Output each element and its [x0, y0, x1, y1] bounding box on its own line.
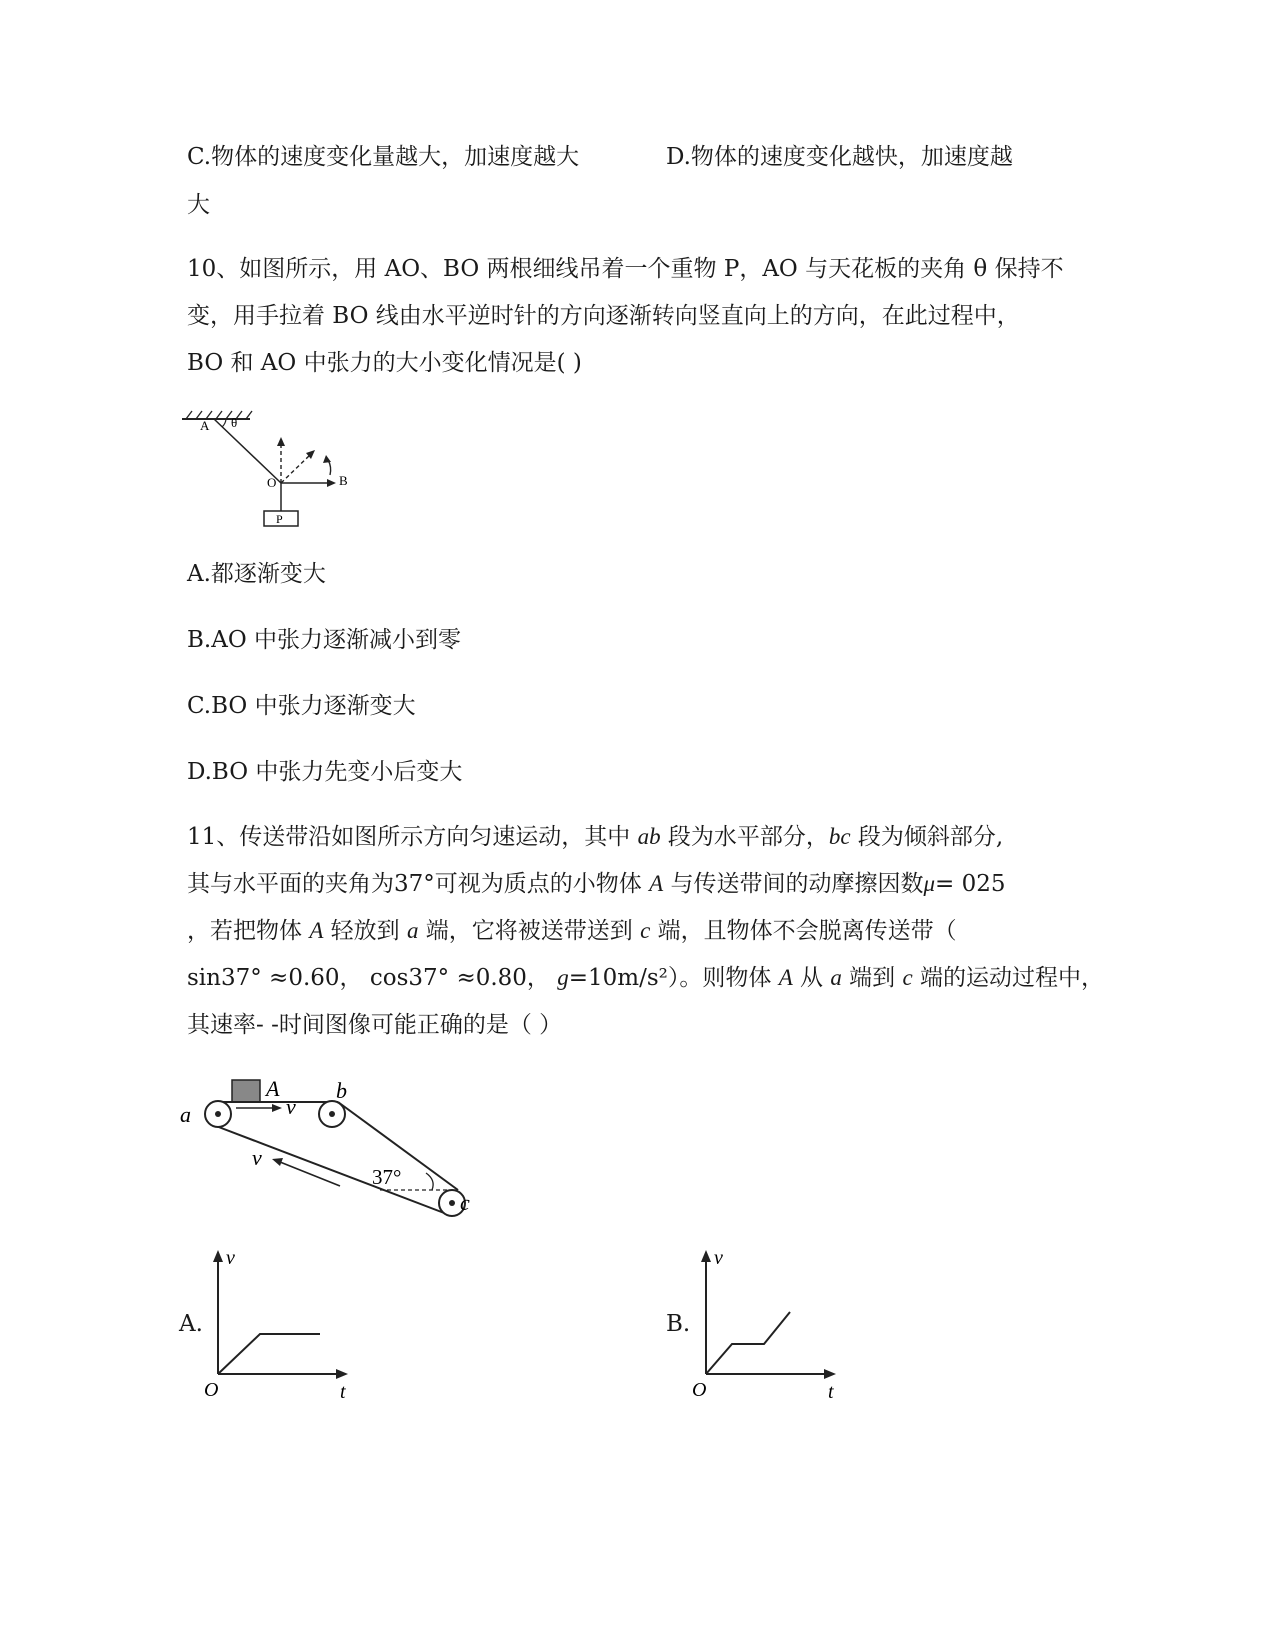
label-o: O — [267, 475, 277, 490]
q11-option-a-label: A. — [179, 1311, 203, 1337]
q10-stem-line3: BO 和 AO 中张力的大小变化情况是( ) — [187, 350, 582, 376]
label-p: P — [276, 512, 283, 526]
vt-curve — [706, 1312, 790, 1374]
label-b: B — [339, 473, 348, 488]
axis-t-label: t — [340, 1381, 346, 1402]
ceiling-hatch — [186, 411, 252, 419]
q11-stem-line5: 其速率- -时间图像可能正确的是（ ） — [187, 1012, 563, 1038]
dashed-diagonal — [281, 455, 310, 483]
axis-v-label: v — [226, 1247, 235, 1269]
origin-label: O — [204, 1379, 219, 1401]
block-a — [232, 1080, 260, 1102]
q11-option-b-graph — [688, 1242, 848, 1402]
q10-figure-ceiling-strings — [180, 405, 360, 535]
label-a: a — [180, 1102, 191, 1127]
q9-option-d: D.物体的速度变化越快，加速度越 — [666, 144, 1013, 170]
q11-stem-line3: ，若把物体 A 轻放到 a 端，它将被送带送到 c 端，且物体不会脱离传送带（ — [187, 918, 957, 944]
origin-label: O — [692, 1379, 707, 1401]
q11-stem-line1: 11、传送带沿如图所示方向匀速运动，其中 ab 段为水平部分，bc 段为倾斜部分, — [187, 824, 1004, 850]
label-angle: 37° — [372, 1165, 402, 1189]
axis-t-label: t — [828, 1381, 834, 1402]
q10-option-a: A.都逐渐变大 — [187, 561, 326, 587]
string-ao — [214, 419, 281, 483]
q9-option-d-continued: 大 — [187, 192, 210, 218]
q11-option-b-label: B. — [666, 1311, 691, 1337]
q11-stem-line4: sin37° ≈0.60， cos37° ≈0.80， g=10m/s²）。则物体 A 从 a 端到 c 端的运动过程中， — [187, 965, 1105, 991]
label-a: A — [200, 418, 210, 433]
label-theta: θ — [231, 415, 238, 430]
theta-arc — [222, 419, 226, 427]
q10-stem-line2: 变，用手拉着 BO 线由水平逆时针的方向逐渐转向竖直向上的方向，在此过程中， — [187, 303, 1020, 329]
axis-v-label: v — [714, 1247, 723, 1269]
q11-option-a-graph — [200, 1242, 360, 1402]
label-b: b — [336, 1078, 347, 1103]
q11-stem-line2: 其与水平面的夹角为37°可视为质点的小物体 A 与传送带间的动摩擦因数μ= 025 — [187, 871, 1006, 897]
q11-figure-conveyor-belt — [180, 1072, 500, 1232]
vt-curve — [218, 1334, 320, 1374]
belt-bottom — [216, 1126, 452, 1216]
q10-option-b: B.AO 中张力逐渐减小到零 — [187, 627, 461, 653]
label-c: c — [460, 1190, 470, 1215]
q9-option-c: C.物体的速度变化量越大，加速度越大 — [187, 144, 580, 170]
label-block-a: A — [266, 1076, 280, 1101]
label-v-top: v — [286, 1094, 296, 1119]
label-v-bottom: v — [252, 1145, 262, 1170]
q10-option-c: C.BO 中张力逐渐变大 — [187, 693, 416, 719]
q10-stem-line1: 10、如图所示，用 AO、BO 两根细线吊着一个重物 P，AO 与天花板的夹角 θ 保持不 — [187, 256, 1064, 282]
q10-option-d: D.BO 中张力先变小后变大 — [187, 759, 463, 785]
